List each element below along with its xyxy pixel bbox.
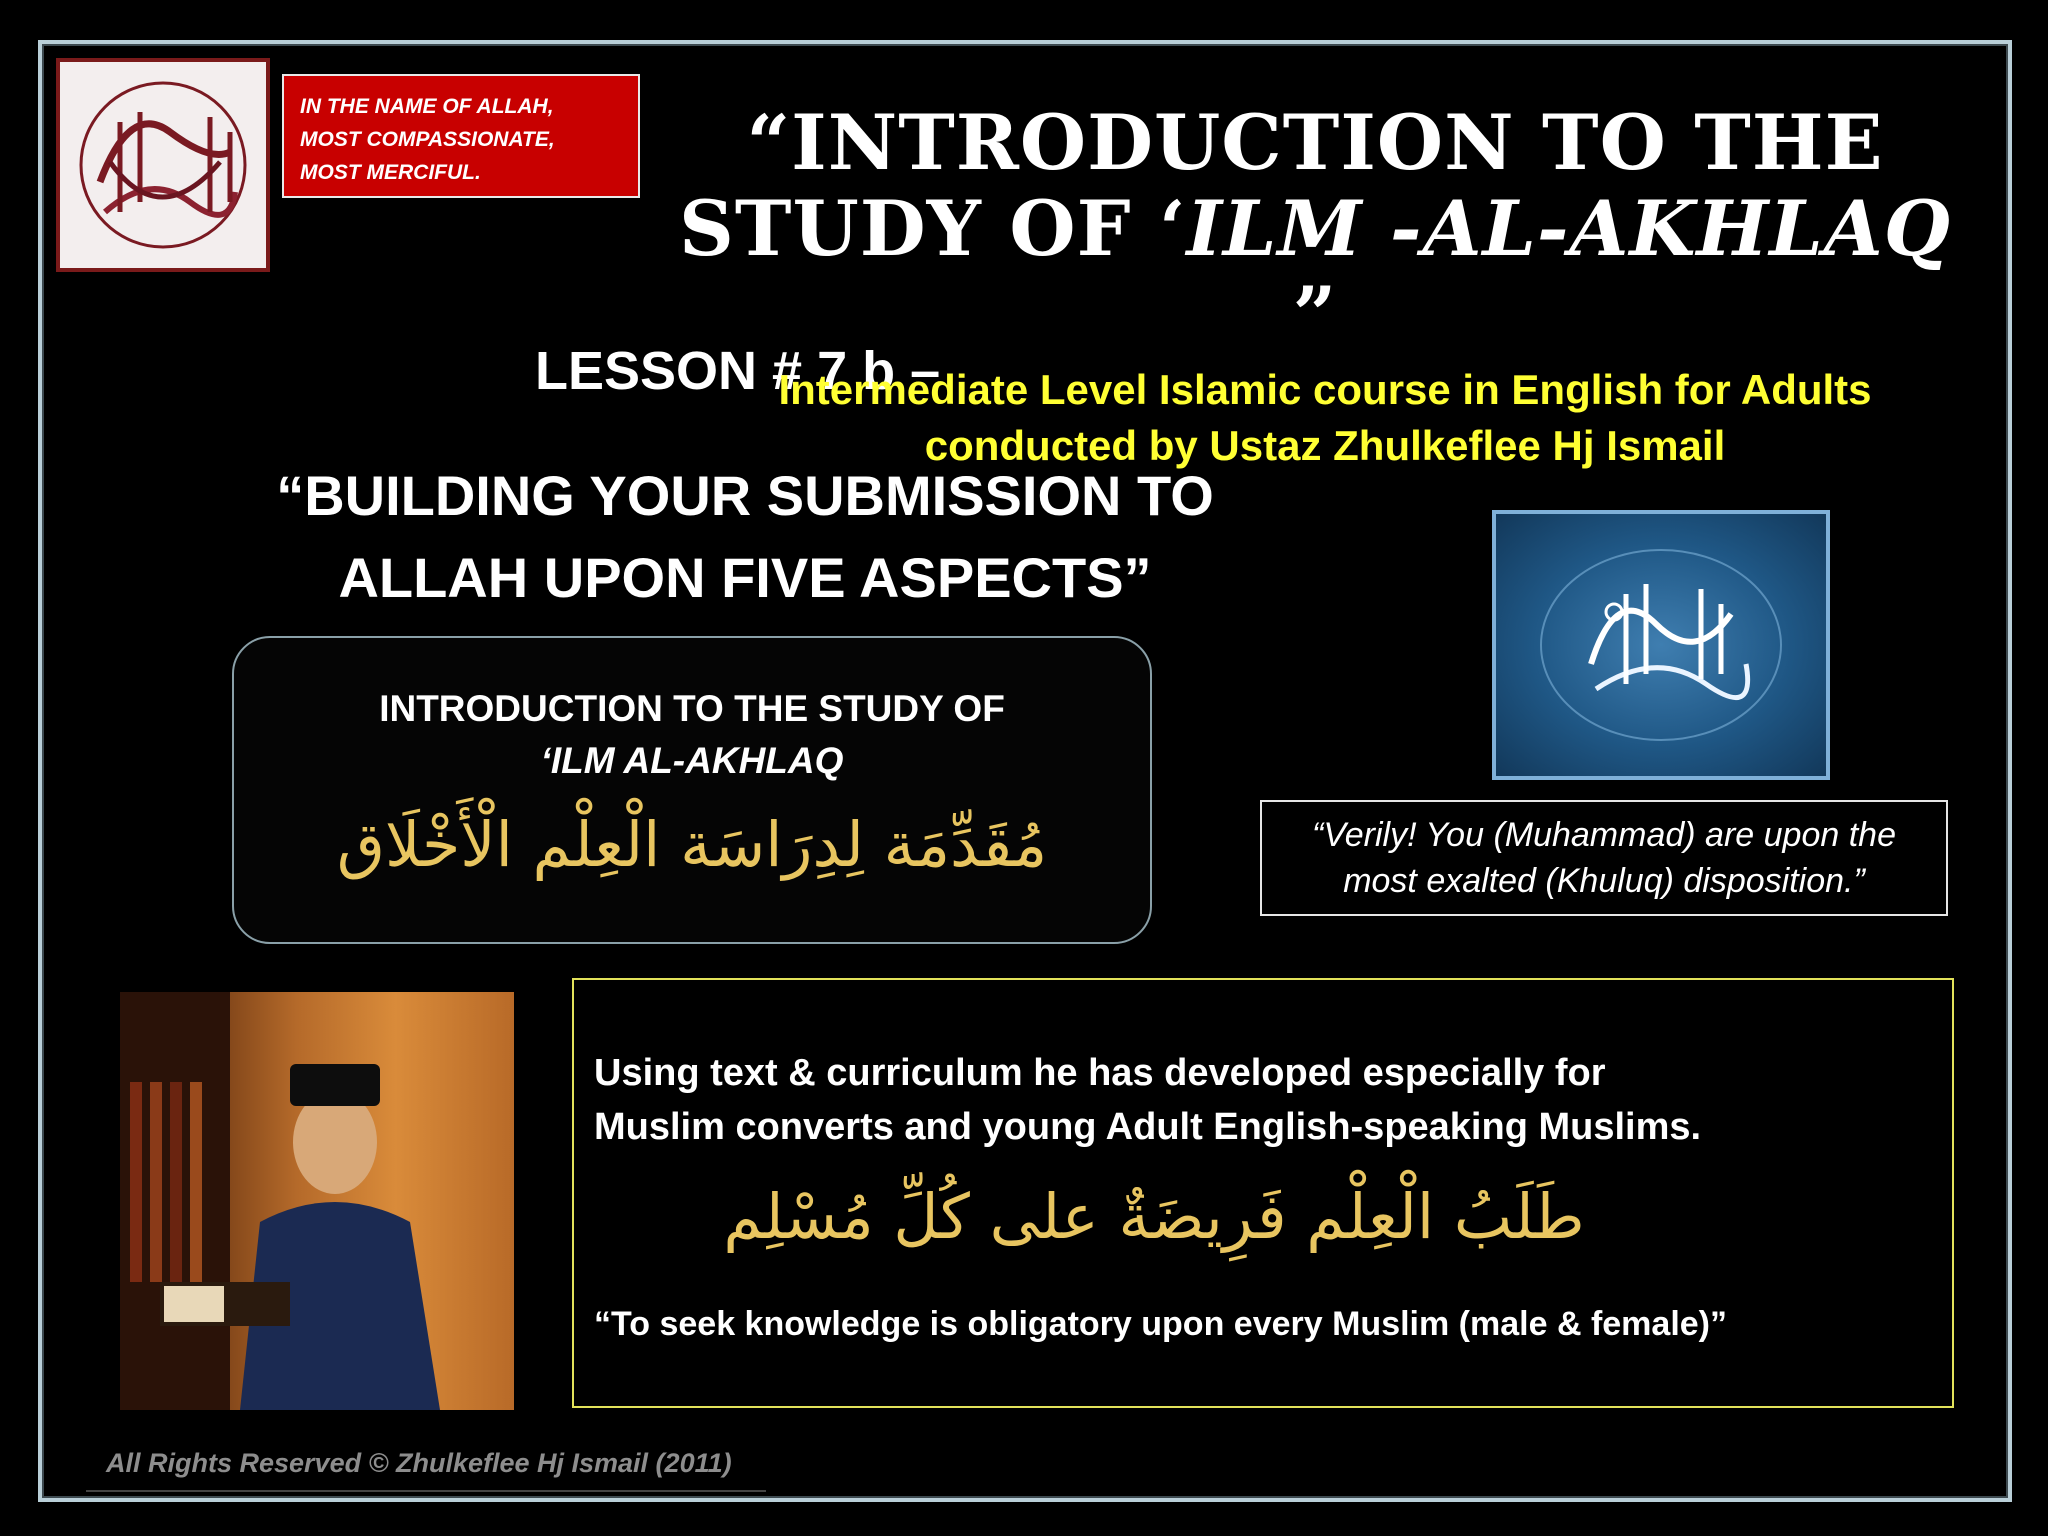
curriculum-line-1: Using text & curriculum he has developed especially for bbox=[594, 1052, 1606, 1094]
copyright-notice: All Rights Reserved © Zhulkeflee Hj Ismail (2011) bbox=[106, 1448, 732, 1478]
title-line-2 bbox=[640, 186, 1990, 272]
calligraphy-icon bbox=[60, 62, 266, 268]
quran-calligraphy-image bbox=[1492, 510, 1830, 780]
course-line-1: Intermediate Level Islamic course in English for Adults bbox=[778, 366, 1872, 413]
arabic-calligraphy-icon bbox=[1496, 514, 1826, 776]
curriculum-text bbox=[594, 1046, 1894, 1154]
intro-line-1: INTRODUCTION TO THE STUDY OF bbox=[379, 688, 1005, 729]
lesson-number: LESSON # 7 b – bbox=[535, 341, 941, 401]
basmala-line-2: MOST COMPASSIONATE, bbox=[300, 128, 555, 151]
basmala-text-box bbox=[282, 74, 640, 198]
curriculum-line-2: Muslim converts and young Adult English-speaking Muslims. bbox=[594, 1106, 1702, 1148]
basmala-calligraphy-logo bbox=[56, 58, 270, 272]
instructor-photo bbox=[120, 992, 514, 1410]
intro-line-2: ‘ILM AL-AKHLAQ bbox=[540, 740, 844, 781]
hadith-translation: “To seek knowledge is obligatory upon every Muslim (male & female)” bbox=[594, 1305, 1727, 1343]
intro-box bbox=[232, 636, 1152, 944]
subtitle-line-1: “BUILDING YOUR SUBMISSION TO bbox=[276, 464, 1214, 527]
title-line-2-prefix: STUDY OF ‘ bbox=[679, 184, 1187, 273]
lesson-subtitle bbox=[250, 455, 1240, 619]
title-line-2-italic: ILM -AL-AKHLAQ bbox=[1186, 184, 1951, 273]
title-line-1: “INTRODUCTION TO THE bbox=[746, 98, 1884, 187]
instructor-portrait-icon bbox=[120, 992, 514, 1410]
basmala-line-1: IN THE NAME OF ALLAH, bbox=[300, 95, 554, 118]
quote-line-2: most exalted (Khuluq) disposition.” bbox=[1343, 862, 1865, 900]
course-line-2: conducted by Ustaz Zhulkeflee Hj Ismail bbox=[924, 422, 1726, 469]
subtitle-line-2: ALLAH UPON FIVE ASPECTS” bbox=[338, 546, 1152, 609]
footer-divider bbox=[86, 1490, 766, 1492]
slide-title bbox=[640, 100, 1990, 358]
quote-line-1: “Verily! You (Muhammad) are upon the bbox=[1312, 816, 1896, 854]
title-line-3: ” bbox=[1292, 270, 1338, 359]
quran-quote-box bbox=[1260, 800, 1948, 916]
basmala-line-3: MOST MERCIFUL. bbox=[300, 161, 481, 184]
intro-arabic-text: مُقَدِّمَة لِدِرَاسَة الْعِلْم الْأَخْلَاق bbox=[336, 808, 1048, 881]
hadith-arabic-text: طَلَبُ الْعِلْم فَرِيضَةٌ على كُلِّ مُسْلِم bbox=[723, 1180, 1585, 1253]
